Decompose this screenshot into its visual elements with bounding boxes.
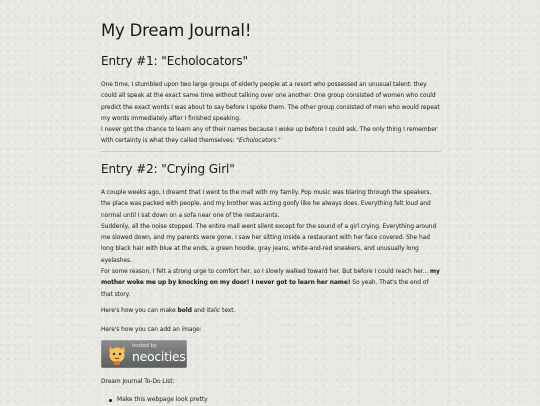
formatting-line-end: text. <box>220 308 236 314</box>
entry-1-paragraph-1: One time, I stumbled upon two large groups of elderly people at a resort who possessed an unusual talent: they could all speak at the exact same time without talking over one another. One group consisted of women who could predict the exact words I was about to say before I spoke them. The other group consisted of men who would repeat my words immediately after I finished speaking. <box>101 82 440 122</box>
entry-1-heading: Entry #1: "Echolocators" <box>101 54 248 68</box>
divider <box>101 151 441 152</box>
entry-2-paragraph-1: A couple weeks ago, I dreamt that I went to the mall with my family. Pop music was blaring through the speakers, the place was packed with people, and my brother was acting goofy like he always does. Everything felt loud and normal until I sat down on a sofa near one of the restaurants. <box>101 190 432 219</box>
entry-2-paragraph-2: Suddenly, all the noise stopped. The entire mall went silent except for the sound of a girl crying. Everything around me slowed down, and my parents were gone. I saw her sitting inside a restaurant with her face covered. She had long black hair with blue at the ends, a green hoodie, gray jeans, white-and-red sneakers, and unusually long eyelashes. <box>101 223 437 264</box>
entry-2-paragraph-3-end: So yeah. That's the end of that story. <box>101 280 429 298</box>
bold-example: bold <box>177 308 192 314</box>
entry-1-body <box>101 80 441 148</box>
list-item <box>101 395 208 406</box>
entry-1-paragraph-2-text: I never got the chance to learn any of their names because I woke up before I could ask. The only thing I remember with certainty is what they called themselves: <box>101 127 438 145</box>
entry-1-paragraph-2 <box>101 125 441 148</box>
badge-hosted-text: hosted by <box>132 343 157 349</box>
hosted-by-neocities-badge[interactable] <box>101 340 187 368</box>
italic-example: italic <box>206 308 221 314</box>
todo-heading-text: Dream Journal To-Do List: <box>101 379 175 385</box>
formatting-line-start: Here's how you can make <box>101 308 178 314</box>
todo-heading <box>101 377 441 388</box>
bullet-icon <box>109 399 112 402</box>
todo-list <box>101 395 208 406</box>
entry-2-body <box>101 188 441 301</box>
todo-item-text: Make this webpage look pretty <box>117 397 208 403</box>
formatting-line-mid: and <box>191 308 207 314</box>
entry-2-bold-text: my mother woke me up by knocking on my door! I never got to learn her name! <box>101 269 440 287</box>
badge-brand-text: neocities <box>132 349 186 364</box>
entry-2-paragraph-3 <box>101 267 441 301</box>
page-title: My Dream Journal! <box>101 21 252 40</box>
entry-2-paragraph-3-start: For some reason, I felt a strong urge to comfort her, so I slowly walked toward her. But before I could reach her... <box>101 269 430 276</box>
echolocators-name: "Echolocators." <box>236 138 281 145</box>
entry-2-heading: Entry #2: "Crying Girl" <box>101 162 235 176</box>
formatting-line <box>101 306 441 317</box>
image-demo <box>101 325 441 336</box>
formatting-demo <box>101 306 441 317</box>
neocities-cat-icon <box>105 342 129 366</box>
image-line: Here's how you can add an image: <box>101 327 202 333</box>
